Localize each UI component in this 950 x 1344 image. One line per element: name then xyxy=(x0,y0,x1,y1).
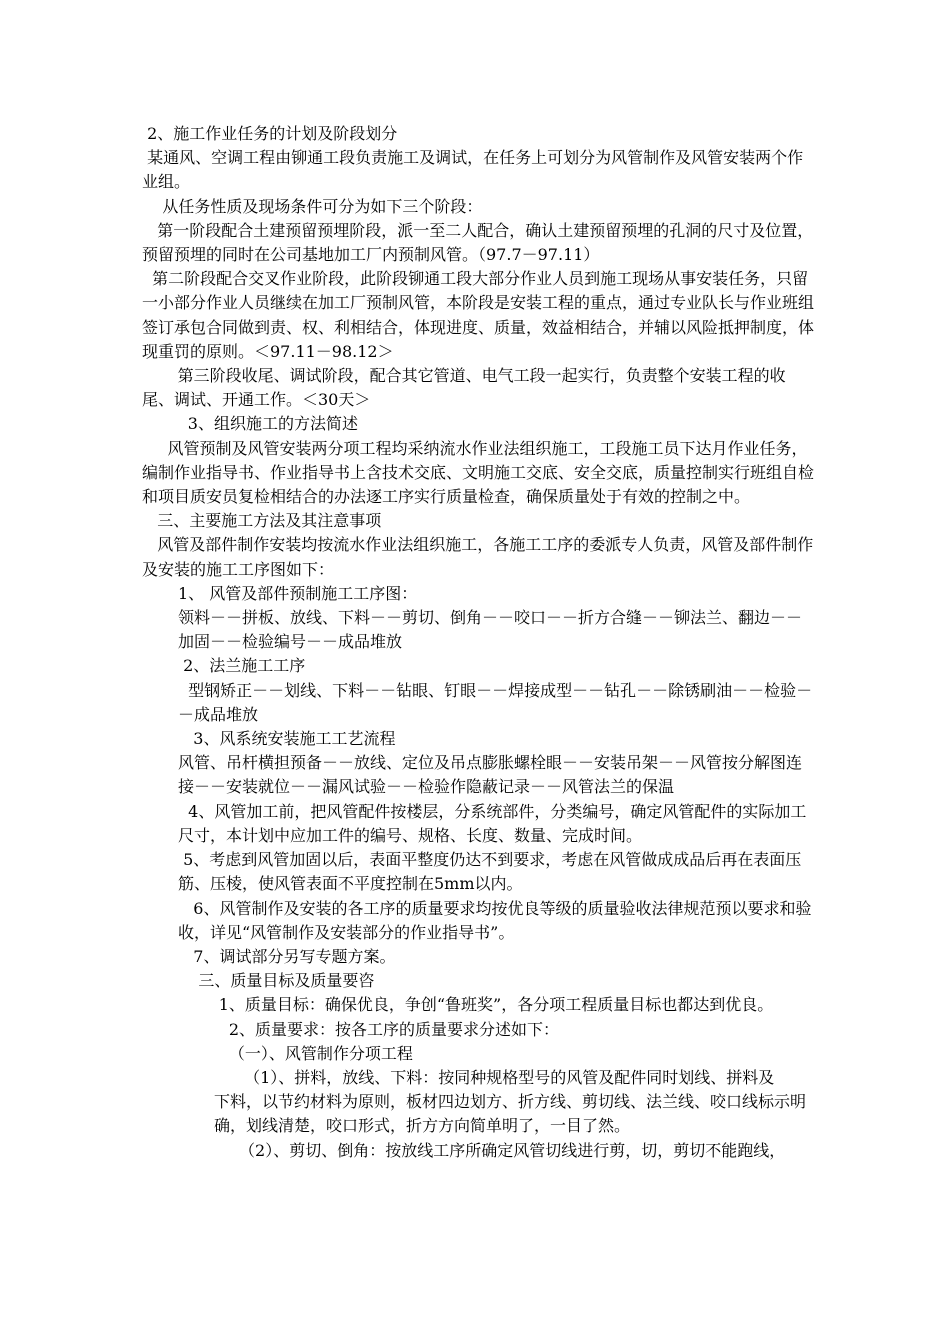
paragraph: 风管预制及风管安装两分项工程均采纳流水作业法组织施工，工段施工员下达月作业任务，编制作业指导书、作业指导书上含技术交底、文明施工交底、安全交底，质量控制实行班组自检和项目质安员复检相结合的办法逐工序实行质量检查，确保质量处于有效的控制之中。 xyxy=(142,438,815,507)
list-item: 6、风管制作及安装的各工序的质量要求均按优良等级的质量验收法律规范预以要求和验收，详见“风管制作及安装部分的作业指导书”。 xyxy=(178,898,812,942)
list-item-heading: 1、 风管及部件预制施工工序图： xyxy=(178,583,418,603)
list-item: 2、质量要求：按各工序的质量要求分述如下： xyxy=(178,1019,560,1039)
list-item-heading: 3、风系统安装施工工艺流程 xyxy=(178,729,396,749)
list-item: 1、质量目标：确保优良，争创“鲁班奖”，各分项工程质量目标也都达到优良。 xyxy=(178,995,774,1015)
section-heading: 三、主要施工方法及其注意事项 xyxy=(142,511,382,531)
process-flow: 型钢矫正－－划线、下料－－钻眼、钉眼－－焊接成型－－钻孔－－除锈刷油－－检验－－成品堆放 xyxy=(178,680,813,724)
paragraph: 从任务性质及现场条件可分为如下三个阶段： xyxy=(142,196,483,216)
section-heading: 2、施工作业任务的计划及阶段划分 xyxy=(142,124,398,143)
process-flow: 风管、吊杆横担预备－－放线、定位及吊点膨胀螺栓眼－－安装吊架－－风管按分解图连接－－安装就位－－漏风试验－－检验作隐蔽记录－－风管法兰的保温 xyxy=(178,753,803,797)
process-flow: 领料－－拼板、放线、下料－－剪切、倒角－－咬口－－折方合缝－－铆法兰、翻边－－加固－－检验编号－－成品堆放 xyxy=(178,608,803,652)
paragraph: 某通风、空调工程由铆通工段负责施工及调试，在任务上可划分为风管制作及风管安装两个作业组。 xyxy=(142,148,804,192)
section-heading: 3、组织施工的方法简述 xyxy=(142,414,358,434)
document-body xyxy=(142,122,814,1163)
list-item: 5、考虑到风管加固以后，表面平整度仍达不到要求，考虑在风管做成成品后再在表面压筋、压棱，使风管表面不平度控制在5mm以内。 xyxy=(178,850,802,894)
list-item: 4、风管加工前，把风管配件按楼层，分系统部件，分类编号，确定风管配件的实际加工尺寸，本计划中应加工件的编号、规格、长度、数量、完成时间。 xyxy=(178,801,807,845)
paragraph: 第一阶段配合土建预留预埋阶段，派一至二人配合，确认土建预留预埋的孔洞的尺寸及位置，预留预埋的同时在公司基地加工厂内预制风管。（97.7－97.11） xyxy=(142,220,814,265)
list-item-continuation: 下料，以节约材料为原则，板材四边划方、折方线、剪切线、法兰线、咬口线标示明确，划线清楚，咬口形式，折方方向简单明了，一目了然。 xyxy=(214,1092,807,1136)
list-item-heading: 2、法兰施工工序 xyxy=(178,656,306,676)
paragraph: 第二阶段配合交叉作业阶段，此阶段铆通工段大部分作业人员到施工现场从事安装任务，只留一小部分作业人员继续在加工厂预制风管，本阶段是安装工程的重点，通过专业队长与作业班组签订承包合同做到责、权、利相结合，体现进度、质量，效益相结合，并辅以风险抵押制度，体现重罚的原则。＜97.11－98.12＞ xyxy=(142,269,815,361)
section-heading: 三、质量目标及质量要咨 xyxy=(178,971,375,991)
paragraph: 风管及部件制作安装均按流水作业法组织施工，各施工工序的委派专人负责，风管及部件制作及安装的施工工序图如下： xyxy=(142,535,814,579)
paragraph: 第三阶段收尾、调试阶段，配合其它管道、电气工段一起实行，负责整个安装工程的收尾、调试、开通工作。＜30天＞ xyxy=(142,366,786,410)
list-item: 7、调试部分另写专题方案。 xyxy=(178,946,396,966)
list-item: （2）、剪切、倒角：按放线工序所确定风管切线进行剪，切，剪切不能跑线， xyxy=(178,1140,786,1160)
list-item: （1）、拼料，放线、下料：按同种规格型号的风管及配件同时划线、拼料及 xyxy=(178,1067,775,1087)
subsection-heading: （一）、风管制作分项工程 xyxy=(178,1043,413,1063)
